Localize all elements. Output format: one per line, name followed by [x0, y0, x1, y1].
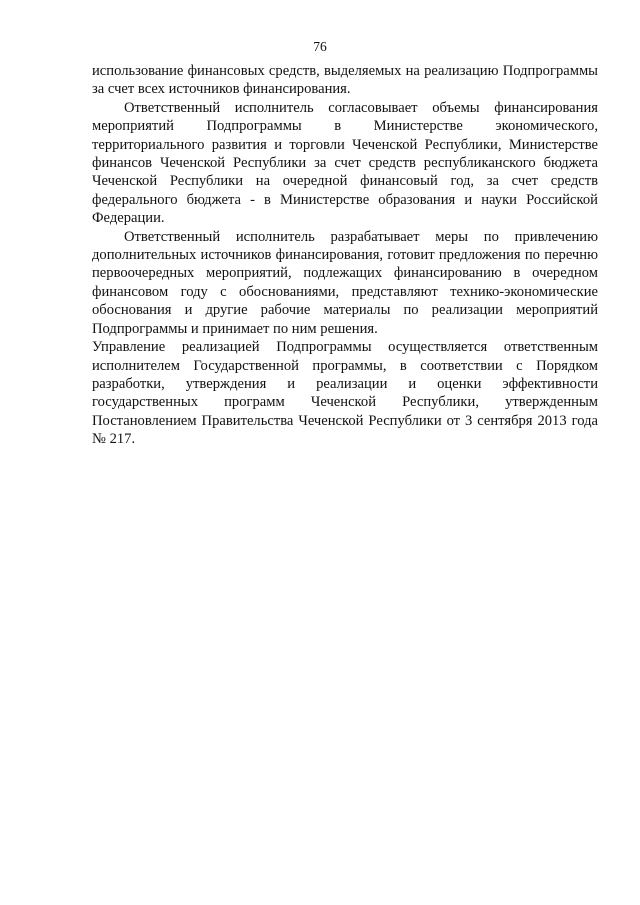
- paragraph-3: Ответственный исполнитель разрабатывает меры по привлечению дополнительных источников финансирования, готовит предложения по перечню первоочередных мероприятий, подлежащих финансированию в очередном финансовом году с обоснованиями, представляют технико-экономические обоснования и другие рабочие материалы по реализации мероприятий Подпрограммы и принимает по ним решения.: [92, 228, 598, 337]
- document-body: [92, 62, 598, 449]
- paragraph-2: Ответственный исполнитель согласовывает объемы финансирования мероприятий Подпрограммы в Министерстве экономического, территориального развития и торговли Чеченской Республики, Министерстве финансов Чеченской Республики за счет средств республиканского бюджета Чеченской Республики на очередной финансовый год, за счет средств федерального бюджета - в Министерстве образования и науки Российской Федерации.: [92, 99, 598, 227]
- page-number: 76: [313, 39, 327, 54]
- paragraph-4: Управление реализацией Подпрограммы осуществляется ответственным исполнителем Государственной программы, в соответствии с Порядком разработки, утверждения и реализации и оценки эффективности государственных программ Чеченской Республики, утвержденным Постановлением Правительства Чеченской Республики от 3 сентября 2013 года № 217.: [92, 339, 598, 448]
- paragraph-1: использование финансовых средств, выделяемых на реализацию Подпрограммы за счет всех источников финансирования.: [92, 63, 598, 98]
